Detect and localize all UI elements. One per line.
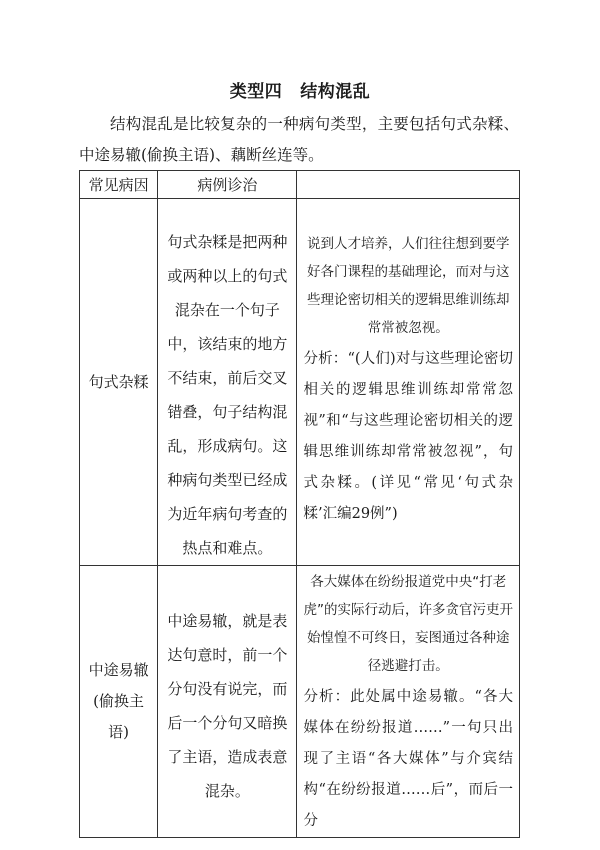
- section-title: [0, 77, 600, 102]
- header-diagnosis: 病例诊治: [158, 171, 297, 199]
- intro-paragraph: 结构混乱是比较复杂的一种病句类型，主要包括句式杂糅、中途易辙(偷换主语)、藕断丝连等。: [79, 115, 519, 164]
- example-cell: [297, 566, 520, 838]
- error-type-table: [79, 170, 520, 838]
- title-type-number: 类型四: [229, 82, 283, 102]
- table-header-row: [80, 171, 520, 199]
- title-type-name: 结构混乱: [300, 82, 371, 102]
- table-row: [80, 566, 520, 838]
- example-sentence: 各大媒体在纷纷报道党中央“打老虎”的实际行动后，许多贪官污吏开始惶惶不可终日，妄图通过各种途径逃避打击。: [303, 574, 513, 674]
- example-analysis: 分析：“(人们)对与这些理论密切相关的逻辑思维训练却常常忽视”和“与这些理论密切相关的逻辑思维训练却常常被忽视”，句式杂糅。(详见“常见‘句式杂糅’汇编29例”): [303, 351, 513, 522]
- example-sentence: 说到人才培养，人们往往想到要学好各门课程的基础理论，而对与这些理论密切相关的逻辑思维训练却常常被忽视。: [306, 236, 510, 336]
- diagnosis-cell: 句式杂糅是把两种或两种以上的句式混杂在一个句子中，该结束的地方不结束，前后交叉错叠，句子结构混乱，形成病句。这种病句类型已经成为近年病句考查的热点和难点。: [158, 199, 297, 566]
- example-analysis: 分析：此处属中途易辙。“各大媒体在纷纷报道……”一句只出现了主语“各大媒体”与介宾结构“在纷纷报道……后”，而后一分: [303, 689, 513, 829]
- header-example: [297, 171, 520, 199]
- example-cell: [297, 199, 520, 566]
- header-cause: 常见病因: [80, 171, 158, 199]
- cause-cell: 中途易辙(偷换主语): [80, 566, 158, 838]
- diagnosis-cell: 中途易辙，就是表达句意时，前一个分句没有说完，而后一个分句又暗换了主语，造成表意混杂。: [158, 566, 297, 838]
- table-row: [80, 199, 520, 566]
- cause-cell: 句式杂糅: [80, 199, 158, 566]
